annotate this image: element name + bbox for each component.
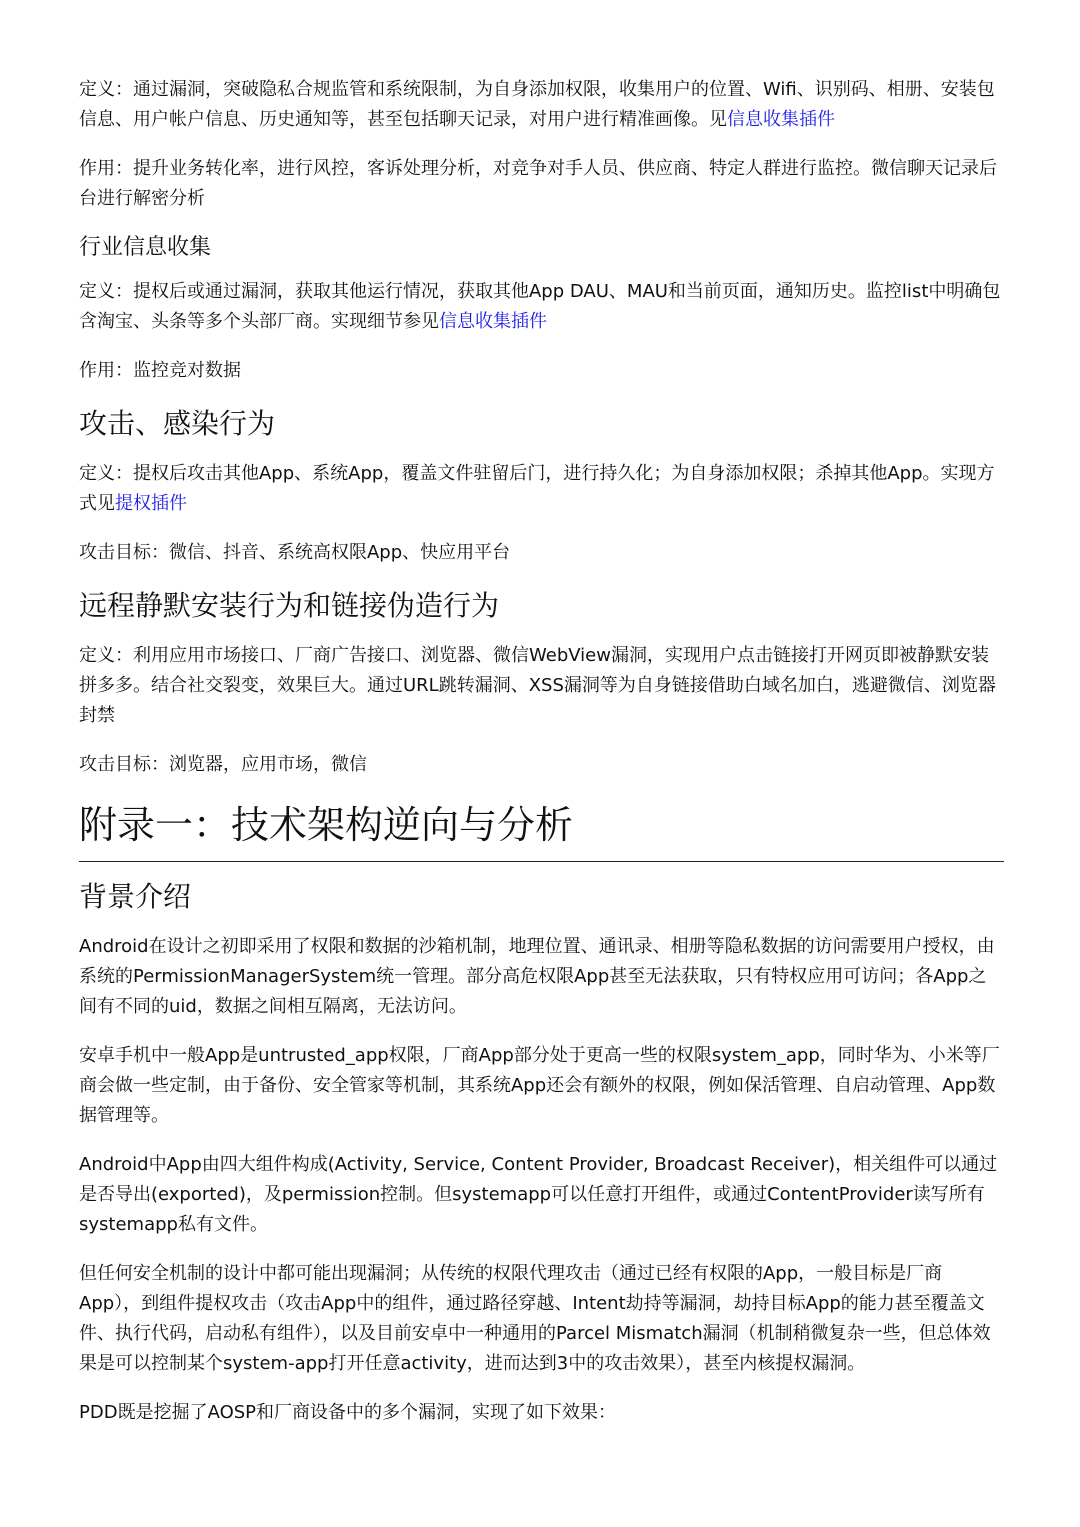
background-paragraph-5-text: PDD既是挖掘了AOSP和厂商设备中的多个漏洞，实现了如下效果： — [79, 1402, 617, 1423]
industry-info-purpose — [79, 356, 1004, 386]
heading-industry-info: 行业信息收集 — [79, 235, 212, 260]
background-paragraph-1 — [79, 932, 1004, 1022]
background-paragraph-2-text: 安卓手机中一般App是untrusted_app权限，厂商App部分处于更高一些的权限system_app，同时华为、小米等厂商会做一些定制，由于备份、安全管家等机制，其系统App还会有额外的权限，例如保活管理、自启动管理、App数据管理等。 — [79, 1045, 1000, 1126]
attack-definition — [79, 459, 1004, 519]
remote-install-definition — [79, 641, 1004, 731]
background-paragraph-5 — [79, 1398, 1004, 1428]
attack-definition-text: 定义：提权后攻击其他App、系统App，覆盖文件驻留后门，进行持久化；为自身添加权限；杀掉其他App。实现方式见 — [79, 463, 995, 514]
industry-info-plugin-link[interactable]: 信息收集插件 — [439, 311, 547, 332]
privilege-plugin-link[interactable]: 提权插件 — [115, 493, 187, 514]
attack-targets-text: 攻击目标：微信、抖音、系统高权限App、快应用平台 — [79, 542, 511, 563]
info-collection-definition-text: 定义：通过漏洞，突破隐私合规监管和系统限制，为自身添加权限，收集用户的位置、Wifi、识别码、相册、安装包信息、用户帐户信息、历史通知等，甚至包括聊天记录，对用户进行精准画像。见 — [79, 79, 995, 130]
industry-info-purpose-text: 作用：监控竞对数据 — [79, 360, 241, 381]
background-paragraph-3-text: Android中App由四大组件构成(Activity, Service, Content Provider, Broadcast Receiver)，相关组件可以通过是否导出(exported)，及permission控制。但systemapp可以任意打开组件，或通过ContentProvider读写所有systemapp私有文件。 — [79, 1154, 998, 1235]
info-collection-purpose-text: 作用：提升业务转化率，进行风控，客诉处理分析，对竞争对手人员、供应商、特定人群进行监控。微信聊天记录后台进行解密分析 — [79, 158, 997, 209]
info-collection-plugin-link[interactable]: 信息收集插件 — [727, 109, 835, 130]
remote-install-targets-text: 攻击目标：浏览器，应用市场，微信 — [79, 754, 367, 775]
background-paragraph-4 — [79, 1259, 1004, 1379]
attack-targets — [79, 538, 1004, 568]
info-collection-definition — [79, 75, 1004, 135]
heading-background: 背景介绍 — [79, 880, 192, 913]
industry-info-definition-text: 定义：提权后或通过漏洞，获取其他运行情况，获取其他App DAU、MAU和当前页面，通知历史。监控list中明确包含淘宝、头条等多个头部厂商。实现细节参见 — [79, 281, 1001, 332]
remote-install-definition-text: 定义：利用应用市场接口、厂商广告接口、浏览器、微信WebView漏洞，实现用户点击链接打开网页即被静默安装拼多多。结合社交裂变，效果巨大。通过URL跳转漏洞、XSS漏洞等为自身链接借助白域名加白，逃避微信、浏览器封禁 — [79, 645, 996, 726]
background-paragraph-1-text: Android在设计之初即采用了权限和数据的沙箱机制，地理位置、通讯录、相册等隐私数据的访问需要用户授权，由系统的PermissionManagerSystem统一管理。部分高危权限App甚至无法获取，只有特权应用可访问；各App之间有不同的uid，数据之间相互隔离，无法访问。 — [79, 936, 995, 1017]
background-paragraph-2 — [79, 1041, 1004, 1131]
heading-appendix-one: 附录一：技术架构逆向与分析 — [79, 799, 1004, 862]
appendix-heading-wrap — [79, 799, 1004, 862]
industry-info-definition — [79, 277, 1004, 337]
heading-remote-silent-install: 远程静默安装行为和链接伪造行为 — [79, 589, 500, 622]
heading-attack-infection: 攻击、感染行为 — [79, 407, 276, 440]
remote-install-targets — [79, 750, 1004, 780]
background-paragraph-3 — [79, 1150, 1004, 1240]
info-collection-purpose — [79, 154, 1004, 214]
background-paragraph-4-text: 但任何安全机制的设计中都可能出现漏洞；从传统的权限代理攻击（通过已经有权限的App，一般目标是厂商App），到组件提权攻击（攻击App中的组件，通过路径穿越、Intent劫持等漏洞，劫持目标App的能力甚至覆盖文件、执行代码，启动私有组件），以及目前安卓中一种通用的Parcel Mismatch漏洞（机制稍微复杂一些，但总体效果是可以控制某个system-app打开任意activity，进而达到3中的攻击效果），甚至内核提权漏洞。 — [79, 1263, 991, 1374]
